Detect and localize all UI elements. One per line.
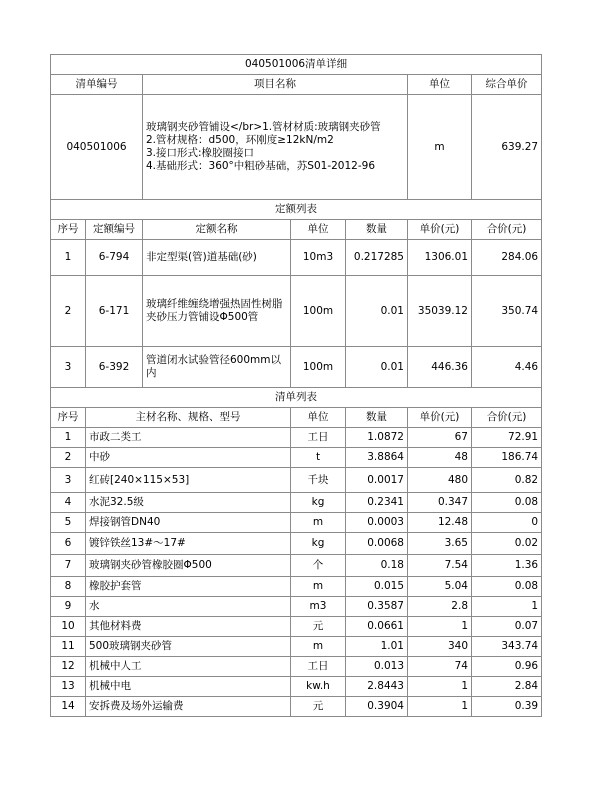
quota-code-header: 定额编号 bbox=[86, 220, 143, 240]
list-total: 1 bbox=[472, 597, 542, 617]
list-qty: 0.0003 bbox=[346, 513, 408, 533]
list-price: 5.04 bbox=[408, 577, 472, 597]
list-total: 72.91 bbox=[472, 428, 542, 448]
list-qty: 0.2341 bbox=[346, 493, 408, 513]
list-name: 水 bbox=[86, 597, 291, 617]
list-seq: 1 bbox=[51, 428, 86, 448]
list-name-header: 主材名称、规格、型号 bbox=[86, 408, 291, 428]
list-price: 0.347 bbox=[408, 493, 472, 513]
quota-seq: 3 bbox=[51, 347, 86, 388]
list-seq: 9 bbox=[51, 597, 86, 617]
list-total: 343.74 bbox=[472, 637, 542, 657]
quota-seq: 2 bbox=[51, 276, 86, 347]
list-qty: 0.015 bbox=[346, 577, 408, 597]
list-row bbox=[51, 657, 542, 677]
list-qty: 3.8864 bbox=[346, 448, 408, 468]
list-total: 0.08 bbox=[472, 577, 542, 597]
quota-name: 非定型渠(管)道基础(砂) bbox=[143, 240, 291, 276]
list-price: 7.54 bbox=[408, 555, 472, 577]
list-seq: 11 bbox=[51, 637, 86, 657]
list-name: 机械中电 bbox=[86, 677, 291, 697]
list-total-header: 合价(元) bbox=[472, 408, 542, 428]
list-total: 0.08 bbox=[472, 493, 542, 513]
quota-price: 35039.12 bbox=[408, 276, 472, 347]
list-row bbox=[51, 577, 542, 597]
list-seq: 12 bbox=[51, 657, 86, 677]
list-seq: 13 bbox=[51, 677, 86, 697]
list-unit: m bbox=[291, 637, 346, 657]
list-qty: 1.01 bbox=[346, 637, 408, 657]
list-price: 74 bbox=[408, 657, 472, 677]
bill-header-row bbox=[51, 75, 542, 95]
list-price: 1 bbox=[408, 697, 472, 717]
list-price-header: 单价(元) bbox=[408, 408, 472, 428]
list-price: 2.8 bbox=[408, 597, 472, 617]
list-name: 玻璃钢夹砂管橡胶圈Φ500 bbox=[86, 555, 291, 577]
list-row bbox=[51, 617, 542, 637]
bill-unit-header: 单位 bbox=[408, 75, 472, 95]
list-row bbox=[51, 637, 542, 657]
quota-section-title: 定额列表 bbox=[51, 200, 542, 220]
list-unit: 工日 bbox=[291, 428, 346, 448]
list-price: 67 bbox=[408, 428, 472, 448]
list-row bbox=[51, 513, 542, 533]
list-seq: 7 bbox=[51, 555, 86, 577]
bill-detail-table bbox=[50, 54, 542, 717]
list-name: 橡胶护套管 bbox=[86, 577, 291, 597]
list-seq: 10 bbox=[51, 617, 86, 637]
list-unit: t bbox=[291, 448, 346, 468]
list-total: 0.07 bbox=[472, 617, 542, 637]
list-qty: 2.8443 bbox=[346, 677, 408, 697]
list-price: 1 bbox=[408, 617, 472, 637]
list-price: 12.48 bbox=[408, 513, 472, 533]
list-qty: 0.0068 bbox=[346, 533, 408, 555]
title-row bbox=[51, 55, 542, 75]
list-seq: 2 bbox=[51, 448, 86, 468]
list-price: 340 bbox=[408, 637, 472, 657]
list-section-row bbox=[51, 388, 542, 408]
list-row bbox=[51, 555, 542, 577]
list-unit: m bbox=[291, 513, 346, 533]
list-row bbox=[51, 677, 542, 697]
quota-unit: 100m bbox=[291, 347, 346, 388]
quota-section-row bbox=[51, 200, 542, 220]
quota-seq-header: 序号 bbox=[51, 220, 86, 240]
list-unit-header: 单位 bbox=[291, 408, 346, 428]
list-unit: kg bbox=[291, 493, 346, 513]
list-qty: 0.0661 bbox=[346, 617, 408, 637]
quota-qty: 0.01 bbox=[346, 276, 408, 347]
quota-total-header: 合价(元) bbox=[472, 220, 542, 240]
list-qty: 0.18 bbox=[346, 555, 408, 577]
list-seq: 5 bbox=[51, 513, 86, 533]
quota-row bbox=[51, 347, 542, 388]
bill-code-header: 清单编号 bbox=[51, 75, 143, 95]
list-name: 安拆费及场外运输费 bbox=[86, 697, 291, 717]
list-seq: 14 bbox=[51, 697, 86, 717]
quota-total: 284.06 bbox=[472, 240, 542, 276]
quota-row bbox=[51, 240, 542, 276]
quota-total: 4.46 bbox=[472, 347, 542, 388]
list-row bbox=[51, 448, 542, 468]
list-name: 中砂 bbox=[86, 448, 291, 468]
list-unit: kw.h bbox=[291, 677, 346, 697]
list-seq: 4 bbox=[51, 493, 86, 513]
list-name: 市政二类工 bbox=[86, 428, 291, 448]
list-header-row bbox=[51, 408, 542, 428]
list-name: 500玻璃钢夹砂管 bbox=[86, 637, 291, 657]
list-unit: 个 bbox=[291, 555, 346, 577]
list-qty: 0.0017 bbox=[346, 468, 408, 493]
quota-total: 350.74 bbox=[472, 276, 542, 347]
bill-code: 040501006 bbox=[51, 95, 143, 200]
quota-qty: 0.01 bbox=[346, 347, 408, 388]
bill-description-line: 4.基础形式：360°中粗砂基础，苏S01-2012-96 bbox=[146, 160, 375, 172]
quota-row bbox=[51, 276, 542, 347]
list-row bbox=[51, 597, 542, 617]
list-total: 1.36 bbox=[472, 555, 542, 577]
quota-code: 6-794 bbox=[86, 240, 143, 276]
bill-row bbox=[51, 95, 542, 200]
quota-price: 1306.01 bbox=[408, 240, 472, 276]
list-seq-header: 序号 bbox=[51, 408, 86, 428]
list-name: 红砖[240×115×53] bbox=[86, 468, 291, 493]
list-qty-header: 数量 bbox=[346, 408, 408, 428]
list-price: 480 bbox=[408, 468, 472, 493]
list-total: 0.02 bbox=[472, 533, 542, 555]
list-total: 0.96 bbox=[472, 657, 542, 677]
quota-seq: 1 bbox=[51, 240, 86, 276]
list-seq: 6 bbox=[51, 533, 86, 555]
bill-description-line: 3.接口形式:橡胶圈接口 bbox=[146, 147, 255, 159]
quota-unit: 100m bbox=[291, 276, 346, 347]
list-row bbox=[51, 468, 542, 493]
list-unit: 元 bbox=[291, 617, 346, 637]
list-unit: m3 bbox=[291, 597, 346, 617]
list-seq: 3 bbox=[51, 468, 86, 493]
bill-name-header: 项目名称 bbox=[143, 75, 408, 95]
bill-price: 639.27 bbox=[472, 95, 542, 200]
list-qty: 0.3904 bbox=[346, 697, 408, 717]
bill-description bbox=[143, 95, 408, 200]
quota-unit: 10m3 bbox=[291, 240, 346, 276]
quota-unit-header: 单位 bbox=[291, 220, 346, 240]
list-row bbox=[51, 428, 542, 448]
bill-description-line: 玻璃钢夹砂管铺设</br>1.管材材质:玻璃钢夹砂管 bbox=[146, 121, 381, 133]
list-qty: 0.013 bbox=[346, 657, 408, 677]
list-price: 1 bbox=[408, 677, 472, 697]
list-qty: 1.0872 bbox=[346, 428, 408, 448]
list-unit: 千块 bbox=[291, 468, 346, 493]
list-seq: 8 bbox=[51, 577, 86, 597]
list-total: 186.74 bbox=[472, 448, 542, 468]
list-name: 机械中人工 bbox=[86, 657, 291, 677]
list-unit: m bbox=[291, 577, 346, 597]
list-total: 2.84 bbox=[472, 677, 542, 697]
quota-price-header: 单价(元) bbox=[408, 220, 472, 240]
bill-price-header: 综合单价 bbox=[472, 75, 542, 95]
list-price: 3.65 bbox=[408, 533, 472, 555]
list-price: 48 bbox=[408, 448, 472, 468]
list-name: 其他材料费 bbox=[86, 617, 291, 637]
list-name: 焊接钢管DN40 bbox=[86, 513, 291, 533]
list-unit: 元 bbox=[291, 697, 346, 717]
bill-unit: m bbox=[408, 95, 472, 200]
quota-code: 6-171 bbox=[86, 276, 143, 347]
list-row bbox=[51, 697, 542, 717]
list-total: 0.39 bbox=[472, 697, 542, 717]
quota-name-header: 定额名称 bbox=[143, 220, 291, 240]
list-unit: kg bbox=[291, 533, 346, 555]
list-total: 0 bbox=[472, 513, 542, 533]
list-row bbox=[51, 493, 542, 513]
bill-description-line: 2.管材规格：d500，环刚度≥12kN/m2 bbox=[146, 134, 334, 146]
list-row bbox=[51, 533, 542, 555]
quota-qty-header: 数量 bbox=[346, 220, 408, 240]
quota-header-row bbox=[51, 220, 542, 240]
quota-name: 玻璃纤维缠绕增强热固性树脂夹砂压力管铺设Φ500管 bbox=[143, 276, 291, 347]
list-section-title: 清单列表 bbox=[51, 388, 542, 408]
list-name: 水泥32.5级 bbox=[86, 493, 291, 513]
list-unit: 工日 bbox=[291, 657, 346, 677]
list-total: 0.82 bbox=[472, 468, 542, 493]
list-name: 镀锌铁丝13#～17# bbox=[86, 533, 291, 555]
sheet-title: 040501006清单详细 bbox=[51, 55, 542, 75]
list-qty: 0.3587 bbox=[346, 597, 408, 617]
quota-name: 管道闭水试验管径600mm以内 bbox=[143, 347, 291, 388]
quota-price: 446.36 bbox=[408, 347, 472, 388]
quota-qty: 0.217285 bbox=[346, 240, 408, 276]
quota-code: 6-392 bbox=[86, 347, 143, 388]
